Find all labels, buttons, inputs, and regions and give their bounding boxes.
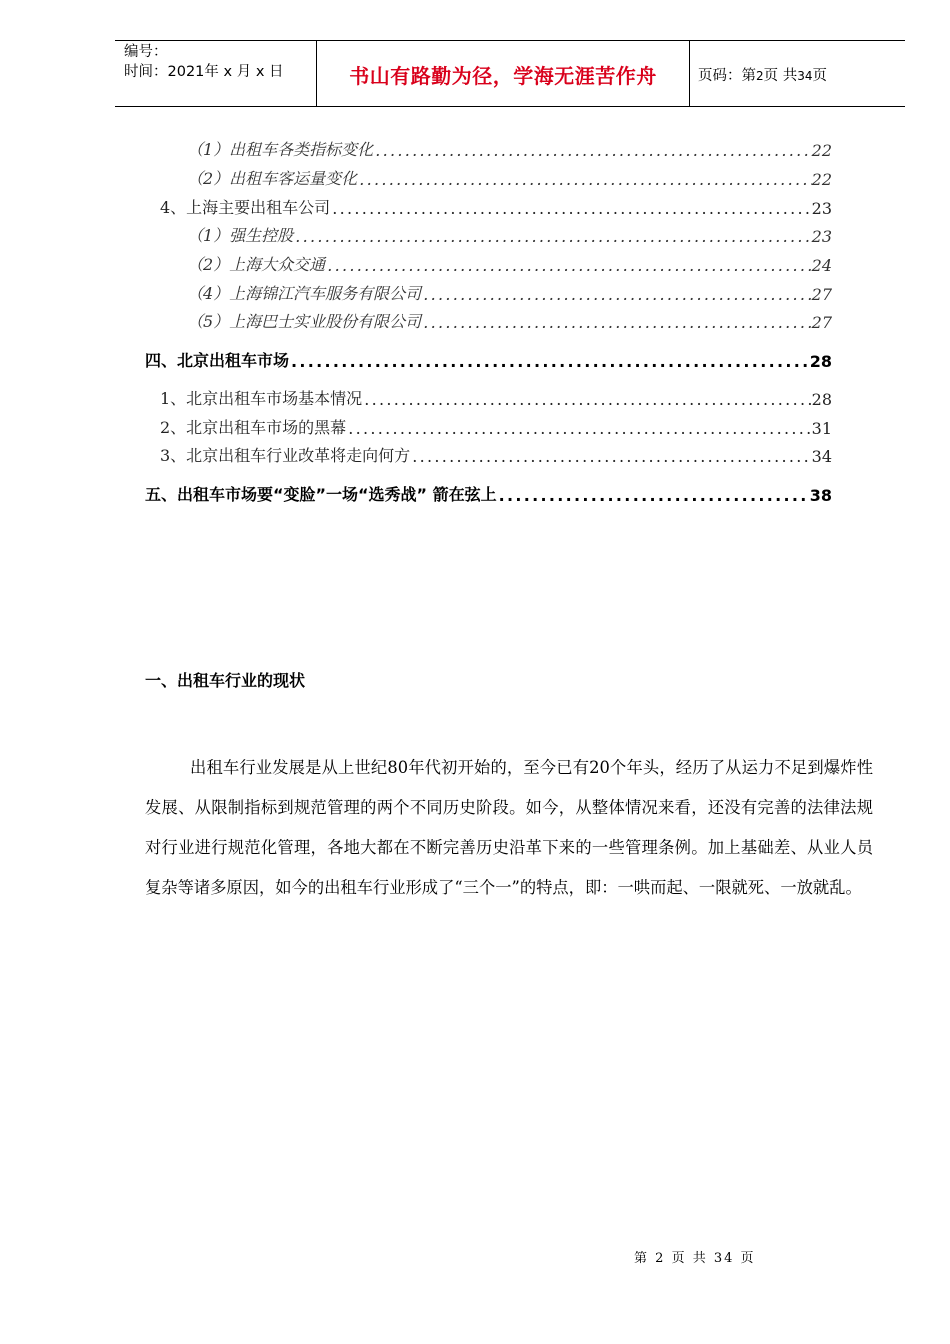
toc-entry[interactable] — [0, 194, 832, 218]
toc-entry[interactable] — [0, 136, 832, 160]
toc-leader — [421, 313, 811, 332]
footer-page-number: 2 — [655, 1251, 666, 1266]
toc-entry[interactable] — [0, 280, 832, 304]
toc-entry[interactable] — [0, 222, 832, 246]
page-suffix: 页 — [812, 68, 828, 84]
toc-leader — [497, 486, 810, 505]
toc-entry-title: 2、北京出租车市场的黑幕 — [160, 418, 347, 437]
toc-entry-title: （5）上海巴士实业股份有限公司 — [187, 312, 422, 331]
section-heading: 一、出租车行业的现状 — [145, 671, 306, 690]
toc-leader — [421, 285, 811, 304]
toc-entry[interactable] — [0, 414, 832, 438]
page-prefix: 页码：第 — [698, 68, 756, 84]
toc-leader — [330, 199, 811, 218]
toc-leader — [325, 256, 811, 275]
toc-entry[interactable] — [0, 308, 832, 332]
toc-entry-title: 四、北京出租车市场 — [145, 351, 290, 370]
page-number: 2 — [756, 69, 764, 83]
toc-entry-page: 27 — [811, 313, 832, 332]
toc-entry[interactable] — [0, 442, 832, 466]
toc-leader — [373, 141, 811, 160]
time-month-value: x — [223, 64, 233, 80]
header-top-rule — [115, 40, 905, 41]
toc-entry-page: 28 — [811, 390, 832, 409]
footer-suffix: 页 — [740, 1251, 756, 1266]
serial-label: 编号： — [124, 44, 168, 60]
time-month-unit: 月 — [236, 64, 252, 80]
toc-leader — [346, 419, 811, 438]
toc-entry-title: 1、北京出租车市场基本情况 — [160, 389, 363, 408]
toc-leader — [357, 170, 811, 189]
toc-leader — [410, 447, 811, 466]
footer-mid: 页 共 — [671, 1251, 708, 1266]
toc-entry-page: 22 — [811, 141, 832, 160]
toc-entry-page: 38 — [809, 486, 832, 505]
header-divider-right — [689, 40, 690, 107]
time-year-unit: 年 — [204, 64, 219, 80]
footer-page-total: 34 — [713, 1251, 735, 1266]
toc-leader — [362, 390, 811, 409]
page-footer — [634, 1247, 756, 1266]
page-total: 34 — [797, 69, 813, 83]
toc-leader — [289, 352, 810, 371]
header-bottom-rule — [115, 106, 905, 107]
toc-leader — [293, 227, 811, 246]
page-header — [115, 40, 905, 106]
time-day-unit: 日 — [269, 64, 284, 80]
toc-entry-title: （1）出租车各类指标变化 — [187, 140, 374, 159]
toc-entry-title: 五、出租车市场要“变脸”一场“选秀战” 箭在弦上 — [145, 485, 497, 504]
toc-entry-page: 34 — [811, 447, 832, 466]
page-mid: 页 共 — [763, 68, 798, 84]
toc-entry-title: （1）强生控股 — [187, 226, 294, 245]
time-prefix: 时间： — [124, 64, 168, 80]
toc-entry[interactable] — [0, 385, 832, 409]
toc-entry-title: （2）出租车客运量变化 — [187, 169, 358, 188]
toc-entry-title: （2）上海大众交通 — [187, 255, 326, 274]
toc-entry[interactable] — [0, 165, 832, 189]
toc-entry-page: 31 — [811, 419, 832, 438]
header-motto: 书山有路勤为径，学海无涯苦作舟 — [349, 64, 657, 88]
toc-entry-page: 24 — [811, 256, 832, 275]
toc-entry-page: 23 — [811, 199, 832, 218]
toc-entry[interactable] — [0, 347, 832, 371]
toc-entry-page: 27 — [811, 285, 832, 304]
time-line — [124, 62, 284, 82]
toc-entry-page: 22 — [811, 170, 832, 189]
body-paragraph: 出租车行业发展是从上世纪80年代初开始的，至今已有20个年头，经历了从运力不足到爆炸性发展、从限制指标到规范管理的两个不同历史阶段。如今，从整体情况来看，还没有完善的法律法规对行业进行规范化管理，各地大都在不断完善历史沿革下来的一些管理条例。加上基础差、从业人员复杂等诸多原因，如今的出租车行业形成了“三个一”的特点，即：一哄而起、一限就死、一放就乱。 — [145, 758, 873, 897]
footer-prefix: 第 — [634, 1251, 650, 1266]
toc-entry[interactable] — [0, 481, 832, 505]
toc-entry-page: 23 — [811, 227, 832, 246]
toc-entry-title: （4）上海锦江汽车服务有限公司 — [187, 284, 422, 303]
toc-entry-title: 3、北京出租车行业改革将走向何方 — [160, 446, 411, 465]
time-year-value: 2021 — [167, 64, 205, 80]
time-day-value: x — [255, 64, 265, 80]
toc-entry-page: 28 — [809, 352, 832, 371]
toc-entry[interactable] — [0, 251, 832, 275]
header-meta — [124, 42, 284, 82]
toc-entry-title: 4、上海主要出租车公司 — [160, 198, 331, 217]
header-page-info — [698, 64, 827, 85]
